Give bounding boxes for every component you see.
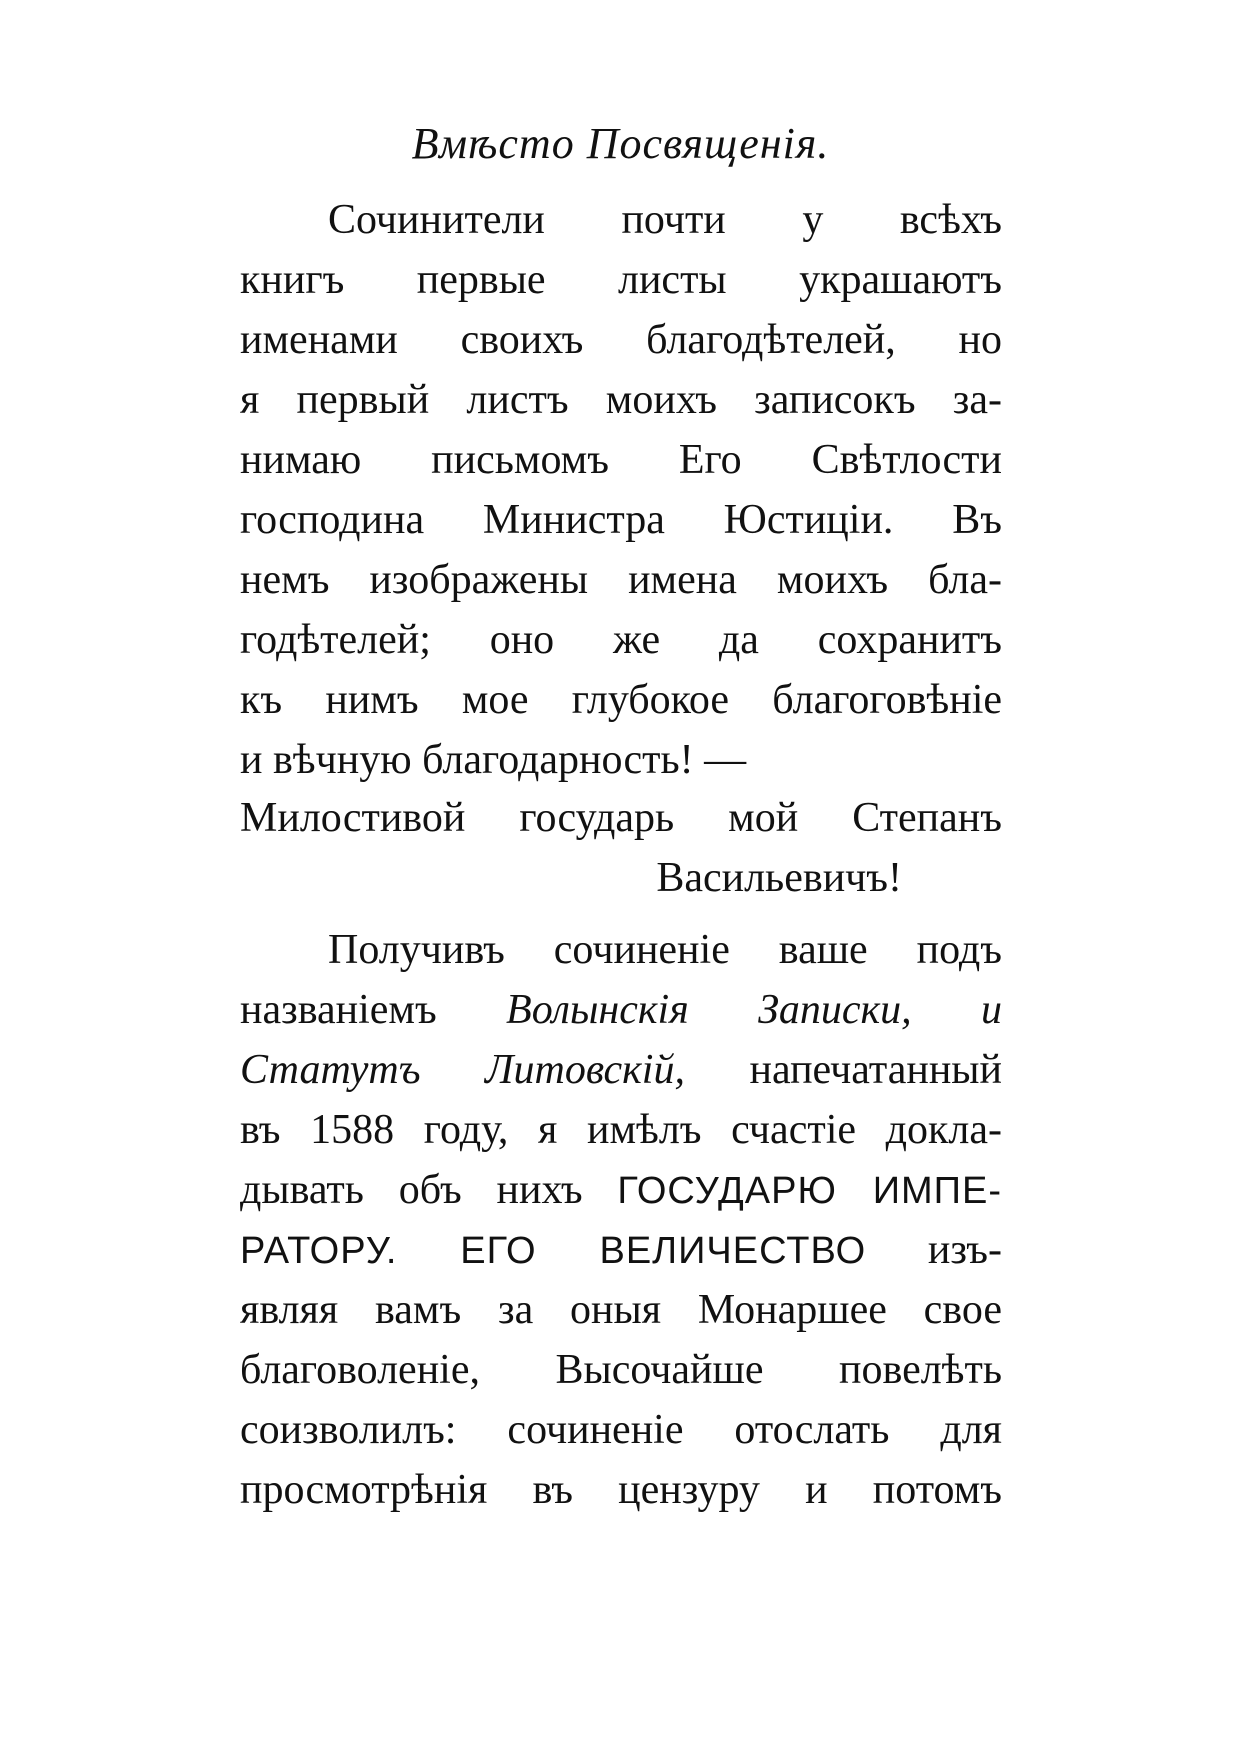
text-line: и вѣчную благодарность! — [240, 737, 747, 783]
salutation-name: Васильевичъ! [656, 855, 902, 901]
text-line [240, 980, 1002, 1040]
text-line: соизволилъ: сочиненіе отослать для [240, 1407, 1002, 1453]
text-line: я первый листъ моихъ записокъ за- [240, 377, 1002, 423]
book-title: Статутъ Литовскій, [240, 1047, 685, 1093]
text-line [240, 1040, 1002, 1100]
text-span: напечатанный [684, 1047, 1002, 1093]
text-line: книгъ первые листы украшаютъ [240, 257, 1002, 303]
text-line: къ нимъ мое глубокое благоговѣніе [240, 677, 1002, 723]
text-line: именами своихъ благодѣтелей, но [240, 317, 1002, 363]
book-title: Волынскія Записки, [506, 987, 912, 1033]
text-line: немъ изображены имена моихъ бла- [240, 557, 1002, 603]
text-line: въ 1588 году, я имѣлъ счастіе докла- [240, 1107, 1002, 1153]
text-span: дывать объ нихъ [240, 1167, 618, 1213]
text-span: названіемъ [240, 987, 507, 1033]
text-line: господина Министра Юстиціи. Въ [240, 497, 1002, 543]
text-line: Сочинители почти у всѣхъ [328, 197, 1002, 243]
text-line [240, 1160, 1002, 1220]
text-span: и [911, 987, 1002, 1033]
text-line: являя вамъ за оныя Монаршее свое [240, 1287, 1002, 1333]
text-line: годѣтелей; оно же да сохранитъ [240, 617, 1002, 663]
page-heading: Вмѣсто Посвященія. [411, 119, 830, 168]
emperor-title: РАТОРУ. [240, 1230, 398, 1272]
text-line: нимаю письмомъ Его Свѣтлости [240, 437, 1002, 483]
text-line: просмотрѣнія въ цензуру и потомъ [240, 1467, 1002, 1513]
salutation-line: Милостивой государь мой Степанъ [240, 795, 1002, 841]
preface-paragraph [240, 190, 1002, 790]
letter-paragraph [240, 920, 1002, 1520]
text-line: Получивъ сочиненіе ваше подъ [328, 927, 1002, 973]
emperor-title: ГОСУДАРЮ ИМПЕ- [617, 1170, 1002, 1212]
majesty-title: ЕГО ВЕЛИЧЕСТВО [397, 1230, 867, 1272]
text-line [240, 1220, 1002, 1280]
text-line: благоволеніе, Высочайше повелѣть [240, 1347, 1002, 1393]
text-span: изъ- [866, 1227, 1002, 1273]
salutation [240, 788, 1002, 908]
